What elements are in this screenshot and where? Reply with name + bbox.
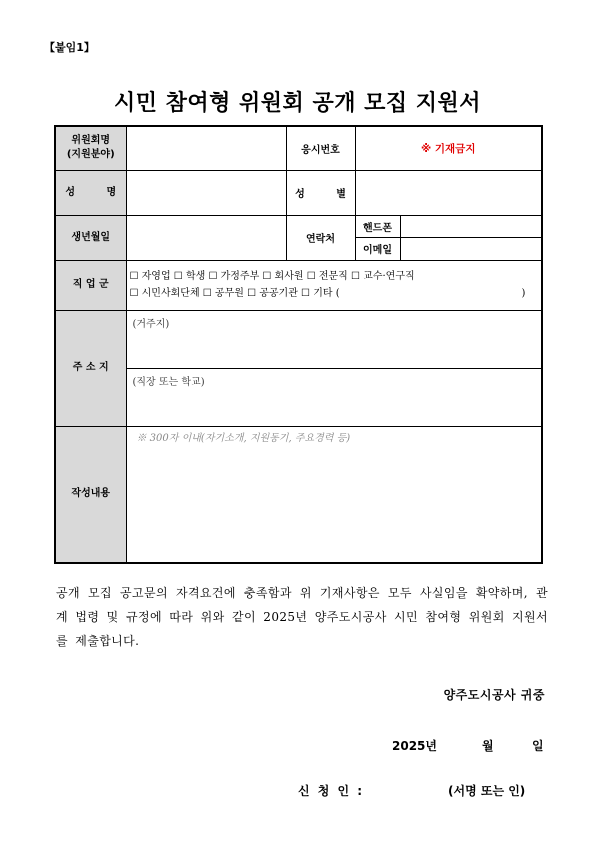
application-form-table	[54, 125, 543, 564]
applicant-label: 신 청 인 :	[298, 784, 363, 798]
job-options-line2-a[interactable]: ☐ 시민사회단체 ☐ 공무원 ☐ 공공기관 ☐ 기타 (	[129, 288, 340, 299]
name-field[interactable]	[126, 170, 286, 215]
birth-label: 생년월일	[55, 215, 126, 260]
address-label: 주 소 지	[55, 310, 126, 426]
date-year: 2025년	[392, 739, 437, 753]
committee-label-text: 위원회명 (지원분야)	[66, 135, 115, 161]
gender-label-text: 성 별	[295, 189, 346, 200]
email-field[interactable]	[400, 237, 542, 260]
content-hint: ※ 300자 이내(자기소개, 지원동기, 주요경력 등)	[136, 432, 351, 444]
job-label: 직 업 군	[55, 260, 126, 310]
page-title: 시민 참여형 위원회 공개 모집 지원서	[113, 91, 482, 116]
job-options-line2-b: )	[521, 288, 526, 299]
job-options-line1[interactable]: ☐ 자영업 ☐ 학생 ☐ 가정주부 ☐ 회사원 ☐ 전문직 ☐ 교수·연구직	[129, 271, 415, 282]
name-label	[55, 170, 126, 215]
birth-field[interactable]	[126, 215, 286, 260]
gender-label	[286, 170, 355, 215]
attachment-label: 【붙임1】	[44, 41, 95, 54]
signature-note: (서명 또는 인)	[448, 784, 526, 798]
phone-field[interactable]	[400, 215, 542, 237]
gender-field[interactable]	[355, 170, 542, 215]
job-options[interactable]	[126, 260, 542, 310]
contact-label: 연락처	[286, 215, 355, 260]
job-options-line2[interactable]	[130, 285, 539, 302]
content-field[interactable]	[126, 426, 542, 563]
name-label-text: 성 명	[65, 186, 117, 198]
exam-number-note: ※ 기재금지	[421, 142, 476, 155]
residence-field[interactable]	[126, 310, 542, 368]
statement-paragraph: 공개 모집 공고문의 자격요건에 충족함과 위 기재사항은 모두 사실임을 확약하며, 관계 법령 및 규정에 따라 위와 같이 2025년 양주도시공사 시민 참여형 위원회 지원서를 제출합니다.	[56, 586, 548, 648]
exam-number-label: 응시번호	[286, 126, 355, 170]
committee-field[interactable]	[126, 126, 286, 170]
committee-label	[55, 126, 126, 170]
email-label: 이메일	[355, 237, 400, 260]
phone-label: 핸드폰	[355, 215, 400, 237]
date-month: 월	[482, 739, 494, 753]
residence-hint: (거주지)	[132, 318, 170, 330]
work-hint: (직장 또는 학교)	[132, 376, 205, 388]
date-day: 일	[532, 739, 544, 753]
addressee: 양주도시공사 귀중	[443, 688, 545, 702]
work-field[interactable]	[126, 368, 542, 426]
content-label: 작성내용	[55, 426, 126, 563]
exam-number-field	[355, 126, 542, 170]
